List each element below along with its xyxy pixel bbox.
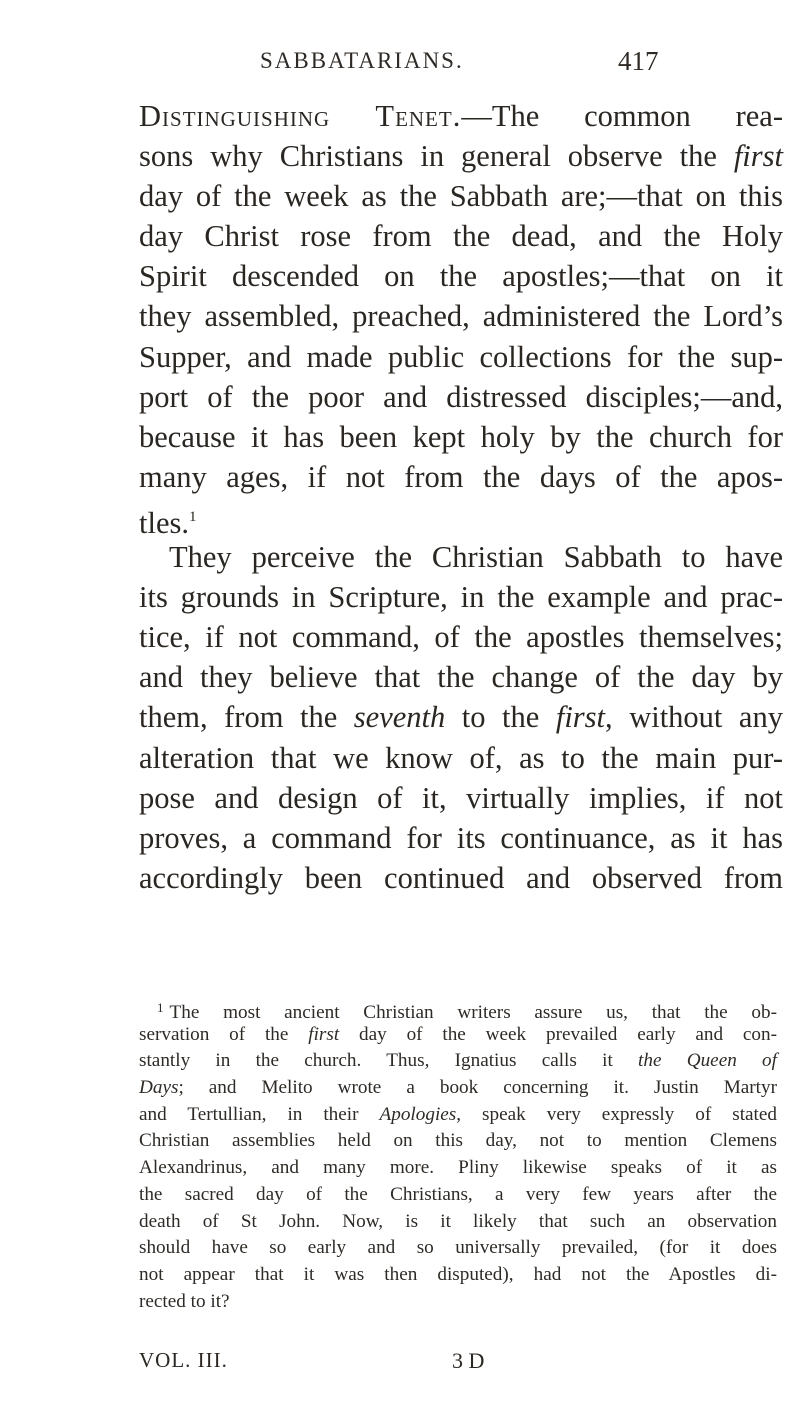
footnote-line: Christian assemblies held on this day, not to mention Clemens [139,1130,777,1152]
text-line: sons why Christians in general observe the first [139,139,783,174]
main-text [139,96,783,898]
footnote-line: rected to it? [139,1290,230,1312]
footnote-line: $^1$ The most ancient Christian writers assure us, that the ob- [157,1000,777,1023]
text-line: alteration that we know of, as to the main pur- [139,740,783,775]
footnote-line: should have so early and so universally prevailed, (for it does [139,1237,777,1259]
text-line: and they believe that the change of the day by [139,660,783,695]
section-heading: Distinguishing Tenet. [139,99,462,133]
text-line: them, from the seventh to the first, without any [139,700,783,735]
footnote-line: servation of the first day of the week prevailed early and con- [139,1023,777,1045]
footnote-line: and Tertullian, in their Apologies, speak very expressly of stated [139,1103,777,1125]
footnote-line: stantly in the church. Thus, Ignatius calls it the Queen of [139,1050,777,1072]
footnote-line: not appear that it was then disputed), had not the Apostles di- [139,1263,777,1285]
page-number: 417 [618,46,659,76]
text-line: pose and design of it, virtually implies, if not [139,780,783,815]
footnote-reference: 1 [188,508,197,525]
footnote-line: Alexandrinus, and many more. Pliny likewise speaks of it as [139,1157,777,1179]
text-line: they assembled, preached, administered the Lord’s [139,299,783,334]
text-line: because it has been kept holy by the church for [139,419,783,454]
text-line: day Christ rose from the dead, and the Holy [139,219,783,254]
text-line: day of the week as the Sabbath are;—that on this [139,179,783,214]
text-line: Spirit descended on the apostles;—that on it [139,259,783,294]
footnote-line: the sacred day of the Christians, a very few years after the [139,1183,777,1205]
text-line: They perceive the Christian Sabbath to have [169,540,783,575]
text-line: many ages, if not from the days of the apos- [139,459,783,494]
text-line: Distinguishing Tenet.—The common rea- [139,99,783,133]
text-line: accordingly been continued and observed from [139,860,783,895]
text-line: proves, a command for its continuance, as it has [139,820,783,855]
text-line: tice, if not command, of the apostles themselves; [139,620,783,655]
volume-label: VOL. III. [139,1348,228,1372]
running-head: SABBATARIANS. [260,48,464,73]
footnote-line: death of St John. Now, is it likely that such an observation [139,1210,777,1232]
signature-mark: 3 D [452,1348,485,1373]
footnote-marker: 1 [157,1000,164,1015]
text-line: Supper, and made public collections for the sup- [139,339,783,374]
footnote [139,995,777,1315]
page-header [0,48,800,88]
text-line: its grounds in Scripture, in the example and prac- [139,580,783,615]
text-line: tles.$^1$ [139,505,197,540]
text-line: port of the poor and distressed disciples;—and, [139,379,783,414]
footnote-line: Days; and Melito wrote a book concerning it. Justin Martyr [139,1077,777,1099]
